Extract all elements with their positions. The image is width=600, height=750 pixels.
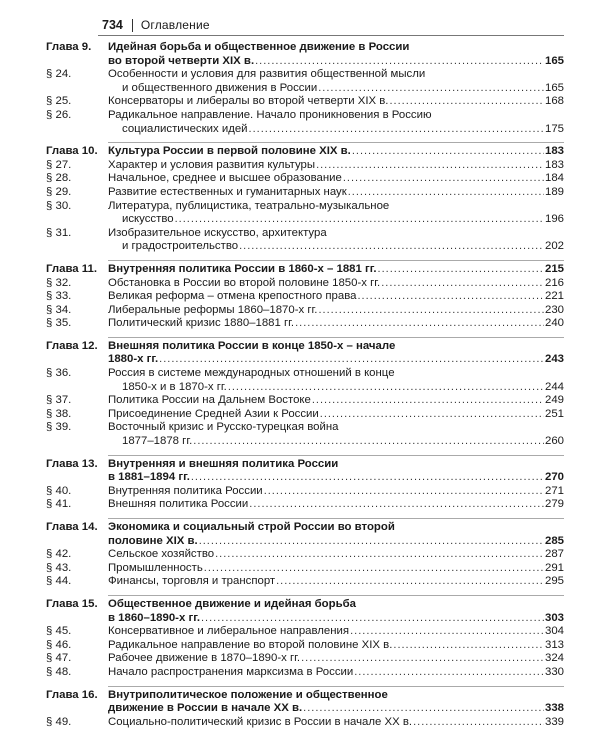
entry-text-wrap xyxy=(108,109,564,123)
running-head-title: Оглавление xyxy=(140,18,210,32)
entry-text-wrap xyxy=(108,535,564,549)
entry-text: Восточный кризис и Русско-турецкая война xyxy=(108,421,339,434)
dot-leader xyxy=(393,639,544,653)
entry-text: Консервативное и либеральное направления xyxy=(108,625,350,638)
entry-label: § 44. xyxy=(46,575,72,588)
entry-text: Идейная борьба и общественное движение в России xyxy=(108,41,410,53)
entry-text: Внутренняя политика России xyxy=(108,484,263,497)
section-entry xyxy=(46,226,564,241)
entry-text: Сельское хозяйство xyxy=(108,548,215,561)
entry-page-number: 175 xyxy=(544,122,564,135)
entry-label: § 30. xyxy=(46,199,72,212)
entry-label: § 39. xyxy=(46,421,72,434)
running-head xyxy=(102,18,564,32)
entry-label: § 38. xyxy=(46,407,72,420)
header-separator xyxy=(132,19,133,32)
entry-text-wrap xyxy=(108,95,564,109)
entry-text: Экономика и социальный строй России во второй xyxy=(108,521,395,533)
section-entry xyxy=(46,575,564,589)
section-entry xyxy=(46,276,564,291)
entry-text: Радикальное направление во второй половине XIX в. xyxy=(108,638,393,651)
entry-label: § 41. xyxy=(46,498,72,511)
entry-text: движение в России в начале XX в. xyxy=(108,702,303,715)
entry-text-wrap xyxy=(108,227,564,241)
entry-page-number: 285 xyxy=(544,534,564,547)
entry-label: § 45. xyxy=(46,625,72,638)
chapter-title-continued xyxy=(108,702,564,716)
entry-text: и градостроительство xyxy=(122,240,239,253)
section-entry xyxy=(46,95,564,109)
entry-text: во второй четверти XIX в. xyxy=(108,54,255,67)
entry-text-wrap xyxy=(108,575,564,589)
entry-text: Россия в системе международных отношений в конце xyxy=(108,367,395,380)
entry-page-number: 339 xyxy=(544,715,564,728)
section-entry xyxy=(46,665,564,680)
section-entry xyxy=(46,290,564,304)
entry-label: § 48. xyxy=(46,665,72,678)
entry-text: социалистических идей xyxy=(122,122,248,135)
entry-text-wrap xyxy=(108,485,564,499)
entry-text: 1877–1878 гг. xyxy=(122,435,193,448)
chapter-title xyxy=(46,339,564,354)
entry-text: и общественного движения в России xyxy=(122,81,318,94)
entry-label: Глава 12. xyxy=(46,339,98,352)
entry-text: Политика России на Дальнем Востоке xyxy=(108,394,311,407)
chapter-block xyxy=(46,455,564,512)
section-entry-continued xyxy=(108,82,564,96)
entry-page-number: 295 xyxy=(544,575,564,588)
entry-text-wrap xyxy=(108,68,564,82)
section-entry-continued xyxy=(108,435,564,449)
entry-page-number: 216 xyxy=(544,276,564,289)
chapter-title-continued xyxy=(108,612,564,626)
entry-label: Глава 13. xyxy=(46,457,98,470)
entry-text: половине XIX в. xyxy=(108,534,198,547)
entry-text-wrap xyxy=(108,716,564,730)
entry-text-wrap xyxy=(108,652,564,666)
dot-leader xyxy=(343,172,544,186)
entry-text-wrap xyxy=(108,408,564,422)
entry-text: Великая реформа – отмена крепостного права xyxy=(108,290,357,303)
section-entry xyxy=(46,421,564,435)
entry-text: Литература, публицистика, театрально-музыкальное xyxy=(108,199,390,212)
chapter-block xyxy=(46,260,564,331)
entry-label: Глава 11. xyxy=(46,262,98,275)
entry-text-wrap xyxy=(108,421,564,435)
chapter-title xyxy=(46,521,564,535)
section-entry-continued xyxy=(108,381,564,395)
section-entry-continued xyxy=(108,123,564,137)
chapter-block xyxy=(46,595,564,680)
section-entry xyxy=(46,367,564,381)
section-entry-continued xyxy=(108,240,564,254)
entry-label: § 40. xyxy=(46,484,72,497)
entry-label: Глава 9. xyxy=(46,41,92,53)
entry-label: § 43. xyxy=(46,561,72,574)
entry-text-wrap xyxy=(108,521,564,535)
section-entry xyxy=(46,108,564,123)
entry-page-number: 249 xyxy=(544,394,564,407)
entry-text: в 1860–1890-х гг. xyxy=(108,611,200,624)
dot-leader xyxy=(201,612,544,626)
entry-text-wrap xyxy=(108,435,564,449)
entry-page-number: 230 xyxy=(544,303,564,316)
section-entry xyxy=(46,394,564,408)
entry-text-wrap xyxy=(108,498,564,512)
entry-label: § 31. xyxy=(46,226,72,239)
entry-text-wrap xyxy=(108,263,564,277)
entry-label: § 37. xyxy=(46,394,72,407)
entry-page-number: 240 xyxy=(544,317,564,330)
dot-leader xyxy=(249,123,544,137)
entry-text: Характер и условия развития культуры xyxy=(108,158,316,171)
entry-label: § 35. xyxy=(46,317,72,330)
section-entry xyxy=(46,561,564,576)
entry-label: § 27. xyxy=(46,158,72,171)
chapter-title xyxy=(46,145,564,159)
entry-page-number: 168 xyxy=(544,95,564,108)
entry-label: § 36. xyxy=(46,367,72,380)
entry-text: Либеральные реформы 1860–1870-х гг. xyxy=(108,303,318,316)
entry-text: Культура России в первой половине XIX в. xyxy=(108,145,351,158)
entry-label: § 47. xyxy=(46,652,72,665)
entry-page-number: 243 xyxy=(544,353,564,366)
entry-text-wrap xyxy=(108,666,564,680)
entry-text: Внешняя политика России xyxy=(108,498,249,511)
section-entry xyxy=(46,715,564,730)
chapter-title-continued xyxy=(108,471,564,485)
entry-label: § 25. xyxy=(46,95,72,108)
entry-text-wrap xyxy=(108,145,564,159)
dot-leader xyxy=(255,55,544,69)
entry-page-number: 183 xyxy=(544,158,564,171)
dot-leader xyxy=(264,485,544,499)
dot-leader xyxy=(191,471,544,485)
entry-text: Начальное, среднее и высшее образование xyxy=(108,172,342,185)
dot-leader xyxy=(159,353,544,367)
entry-text-wrap xyxy=(108,200,564,214)
entry-text: в 1881–1894 гг. xyxy=(108,471,190,484)
entry-text: Обстановка в России во второй половине 1850-х гг. xyxy=(108,276,381,289)
entry-text-wrap xyxy=(108,240,564,254)
entry-label: Глава 10. xyxy=(46,145,98,158)
entry-label: Глава 15. xyxy=(46,597,98,610)
dot-leader xyxy=(389,95,544,109)
entry-text-wrap xyxy=(108,277,564,291)
section-entry xyxy=(46,638,564,653)
dot-leader xyxy=(276,575,544,589)
dot-leader xyxy=(239,240,544,254)
entry-text: Присоединение Средней Азии к России xyxy=(108,407,319,420)
entry-text-wrap xyxy=(108,317,564,331)
dot-leader xyxy=(318,304,544,318)
section-entry xyxy=(46,317,564,331)
dot-leader xyxy=(303,702,544,716)
entry-text: Финансы, торговля и транспорт xyxy=(108,575,276,588)
entry-label: Глава 16. xyxy=(46,688,98,701)
entry-text-wrap xyxy=(108,639,564,653)
dot-leader xyxy=(348,186,544,200)
dot-leader xyxy=(301,652,544,666)
section-entry xyxy=(46,548,564,562)
entry-text: искусство xyxy=(122,213,174,226)
entry-text: Промышленность xyxy=(108,561,203,574)
chapter-block xyxy=(46,142,564,254)
entry-page-number: 270 xyxy=(544,471,564,484)
dot-leader xyxy=(215,548,544,562)
dot-leader xyxy=(204,562,544,576)
entry-page-number: 215 xyxy=(544,262,564,275)
entry-label: Глава 14. xyxy=(46,521,98,533)
entry-text: Социально-политический кризис в России в начале XX в. xyxy=(108,715,413,728)
page-number: 734 xyxy=(102,18,123,32)
dot-leader xyxy=(413,716,544,730)
entry-label: § 24. xyxy=(46,68,72,81)
dot-leader xyxy=(312,394,544,408)
entry-label: § 28. xyxy=(46,172,72,185)
entry-page-number: 184 xyxy=(544,172,564,185)
entry-text-wrap xyxy=(108,41,564,55)
section-entry xyxy=(46,199,564,214)
entry-text-wrap xyxy=(108,548,564,562)
entry-page-number: 291 xyxy=(544,561,564,574)
section-entry xyxy=(46,484,564,499)
entry-page-number: 202 xyxy=(544,240,564,253)
entry-page-number: 244 xyxy=(544,380,564,393)
dot-leader xyxy=(175,213,544,227)
dot-leader xyxy=(249,498,544,512)
entry-text: 1850-х и в 1870-х гг. xyxy=(122,380,227,393)
entry-text-wrap xyxy=(108,290,564,304)
entry-label: § 46. xyxy=(46,638,72,651)
entry-page-number: 189 xyxy=(544,185,564,198)
chapter-title-continued xyxy=(108,535,564,549)
section-entry xyxy=(46,303,564,318)
entry-page-number: 303 xyxy=(544,611,564,624)
entry-text-wrap xyxy=(108,159,564,173)
entry-page-number: 287 xyxy=(544,548,564,561)
entry-label: § 29. xyxy=(46,185,72,198)
entry-text-wrap xyxy=(108,304,564,318)
chapter-block xyxy=(46,518,564,589)
section-entry xyxy=(46,498,564,512)
chapter-title xyxy=(46,597,564,612)
section-entry xyxy=(46,407,564,422)
entry-text: 1880-х гг. xyxy=(108,353,159,366)
entry-text-wrap xyxy=(108,367,564,381)
chapter-title xyxy=(46,262,564,277)
dot-leader xyxy=(228,381,544,395)
entry-text-wrap xyxy=(108,381,564,395)
entry-label: § 32. xyxy=(46,276,72,289)
dot-leader xyxy=(357,290,544,304)
entry-page-number: 271 xyxy=(544,484,564,497)
entry-label: § 34. xyxy=(46,303,72,316)
entry-page-number: 251 xyxy=(544,407,564,420)
dot-leader xyxy=(354,666,544,680)
entry-text-wrap xyxy=(108,55,564,69)
section-entry xyxy=(46,172,564,186)
entry-text: Особенности и условия для развития общественной мысли xyxy=(108,68,426,81)
dot-leader xyxy=(295,317,544,331)
entry-text: Внешняя политика России в конце 1850-х – начале xyxy=(108,339,396,352)
dot-leader xyxy=(381,277,544,291)
header-rule xyxy=(98,35,564,36)
entry-text-wrap xyxy=(108,625,564,639)
entry-text-wrap xyxy=(108,689,564,703)
entry-text: Начало распространения марксизма в России xyxy=(108,665,354,678)
entry-label: § 42. xyxy=(46,548,72,561)
entry-page-number: 313 xyxy=(544,638,564,651)
entry-text-wrap xyxy=(108,562,564,576)
entry-page-number: 183 xyxy=(544,145,564,158)
entry-text-wrap xyxy=(108,82,564,96)
dot-leader xyxy=(199,535,544,549)
entry-text-wrap xyxy=(108,394,564,408)
entry-text: Политический кризис 1880–1881 гг. xyxy=(108,317,295,330)
entry-text: Внутренняя политика России в 1860-х – 1881 гг. xyxy=(108,262,377,275)
entry-text: Внутриполитическое положение и общественное xyxy=(108,688,388,701)
section-entry-continued xyxy=(108,213,564,227)
entry-text: Радикальное направление. Начало проникновения в Россию xyxy=(108,108,432,121)
entry-text-wrap xyxy=(108,172,564,186)
table-of-contents xyxy=(46,41,564,729)
entry-text: Изобразительное искусство, архитектура xyxy=(108,226,327,239)
entry-text-wrap xyxy=(108,353,564,367)
entry-page-number: 279 xyxy=(544,498,564,511)
entry-text: Внутренняя и внешняя политика России xyxy=(108,457,339,470)
entry-page-number: 260 xyxy=(544,435,564,448)
section-entry xyxy=(46,68,564,82)
entry-text: Развитие естественных и гуманитарных наук xyxy=(108,185,347,198)
dot-leader xyxy=(320,408,544,422)
entry-label: § 33. xyxy=(46,290,72,303)
dot-leader xyxy=(352,145,544,159)
dot-leader xyxy=(378,263,544,277)
entry-text-wrap xyxy=(108,186,564,200)
entry-page-number: 324 xyxy=(544,652,564,665)
entry-text: Консерваторы и либералы во второй четверти XIX в. xyxy=(108,95,389,108)
entry-text-wrap xyxy=(108,702,564,716)
entry-page-number: 165 xyxy=(544,81,564,94)
dot-leader xyxy=(350,625,544,639)
section-entry xyxy=(46,158,564,173)
entry-page-number: 165 xyxy=(544,54,564,67)
entry-text-wrap xyxy=(108,471,564,485)
chapter-title xyxy=(46,41,564,55)
section-entry xyxy=(46,185,564,200)
entry-text-wrap xyxy=(108,340,564,354)
entry-page-number: 196 xyxy=(544,213,564,226)
entry-label: § 49. xyxy=(46,715,72,728)
entry-text-wrap xyxy=(108,123,564,137)
chapter-block xyxy=(46,41,564,136)
chapter-block xyxy=(46,337,564,449)
entry-text: Общественное движение и идейная борьба xyxy=(108,597,356,610)
chapter-title-continued xyxy=(108,55,564,69)
section-entry xyxy=(46,652,564,666)
dot-leader xyxy=(318,82,544,96)
chapter-block xyxy=(46,686,564,730)
entry-page-number: 304 xyxy=(544,625,564,638)
chapter-title xyxy=(46,688,564,703)
entry-text-wrap xyxy=(108,612,564,626)
entry-label: § 26. xyxy=(46,108,72,121)
chapter-title xyxy=(46,457,564,472)
dot-leader xyxy=(193,435,544,449)
entry-text-wrap xyxy=(108,458,564,472)
section-entry xyxy=(46,625,564,639)
chapter-title-continued xyxy=(108,353,564,367)
entry-text-wrap xyxy=(108,598,564,612)
entry-page-number: 221 xyxy=(544,290,564,303)
dot-leader xyxy=(316,159,544,173)
entry-text-wrap xyxy=(108,213,564,227)
entry-page-number: 338 xyxy=(544,702,564,715)
entry-text: Рабочее движение в 1870–1890-х гг. xyxy=(108,652,301,665)
entry-page-number: 330 xyxy=(544,665,564,678)
